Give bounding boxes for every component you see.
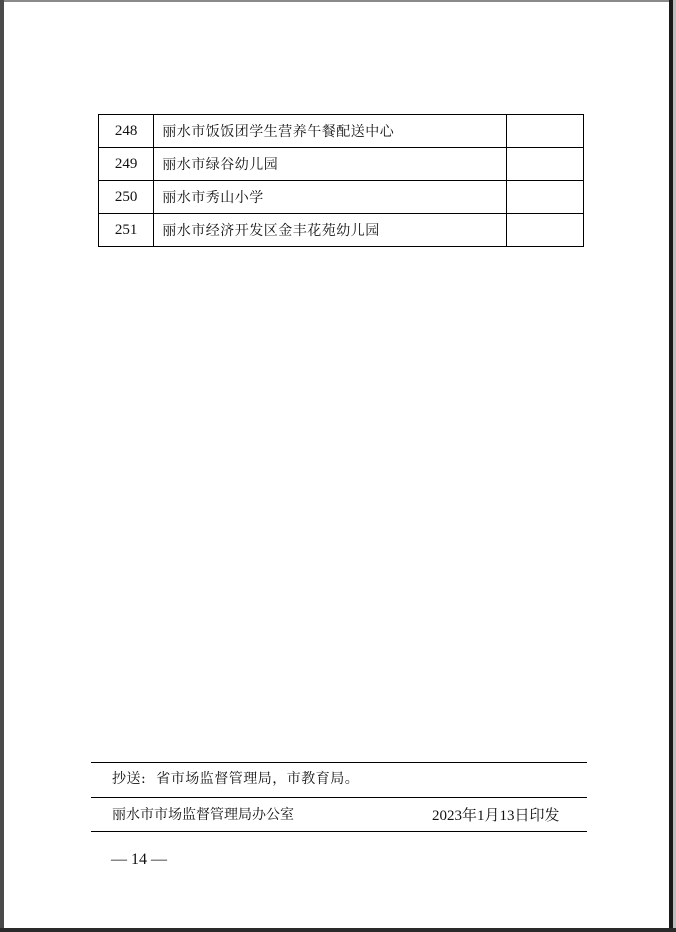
window-edge-left [0, 0, 4, 932]
unit-name: 丽水市饭饭团学生营养午餐配送中心 [154, 115, 506, 148]
issuing-office: 丽水市市场监督管理局办公室 [112, 807, 294, 823]
row-number: 250 [99, 181, 154, 214]
table-row [99, 148, 584, 181]
school-list-table [98, 114, 584, 247]
footer-rule-middle [91, 797, 587, 798]
remark-cell [506, 181, 583, 214]
row-number: 249 [99, 148, 154, 181]
page-number: — 14 — [111, 851, 167, 868]
unit-name: 丽水市经济开发区金丰花苑幼儿园 [154, 214, 506, 247]
issue-date: 2023年1月13日印发 [432, 808, 560, 824]
row-number: 251 [99, 214, 154, 247]
table-row [99, 115, 584, 148]
copy-to-line [112, 768, 359, 788]
unit-name: 丽水市绿谷幼儿园 [154, 148, 506, 181]
window-edge-top [0, 0, 676, 2]
remark-cell [506, 115, 583, 148]
footer-rule-bottom [91, 831, 587, 832]
copy-to-label: 抄送: [112, 771, 147, 787]
row-number: 248 [99, 115, 154, 148]
remark-cell [506, 148, 583, 181]
copy-to-recipients: 省市场监督管理局，市教育局。 [156, 771, 360, 787]
remark-cell [506, 214, 583, 247]
table-row [99, 214, 584, 247]
unit-name: 丽水市秀山小学 [154, 181, 506, 214]
window-edge-bottom [0, 928, 676, 932]
footer-rule-top [91, 762, 587, 763]
table-row [99, 181, 584, 214]
